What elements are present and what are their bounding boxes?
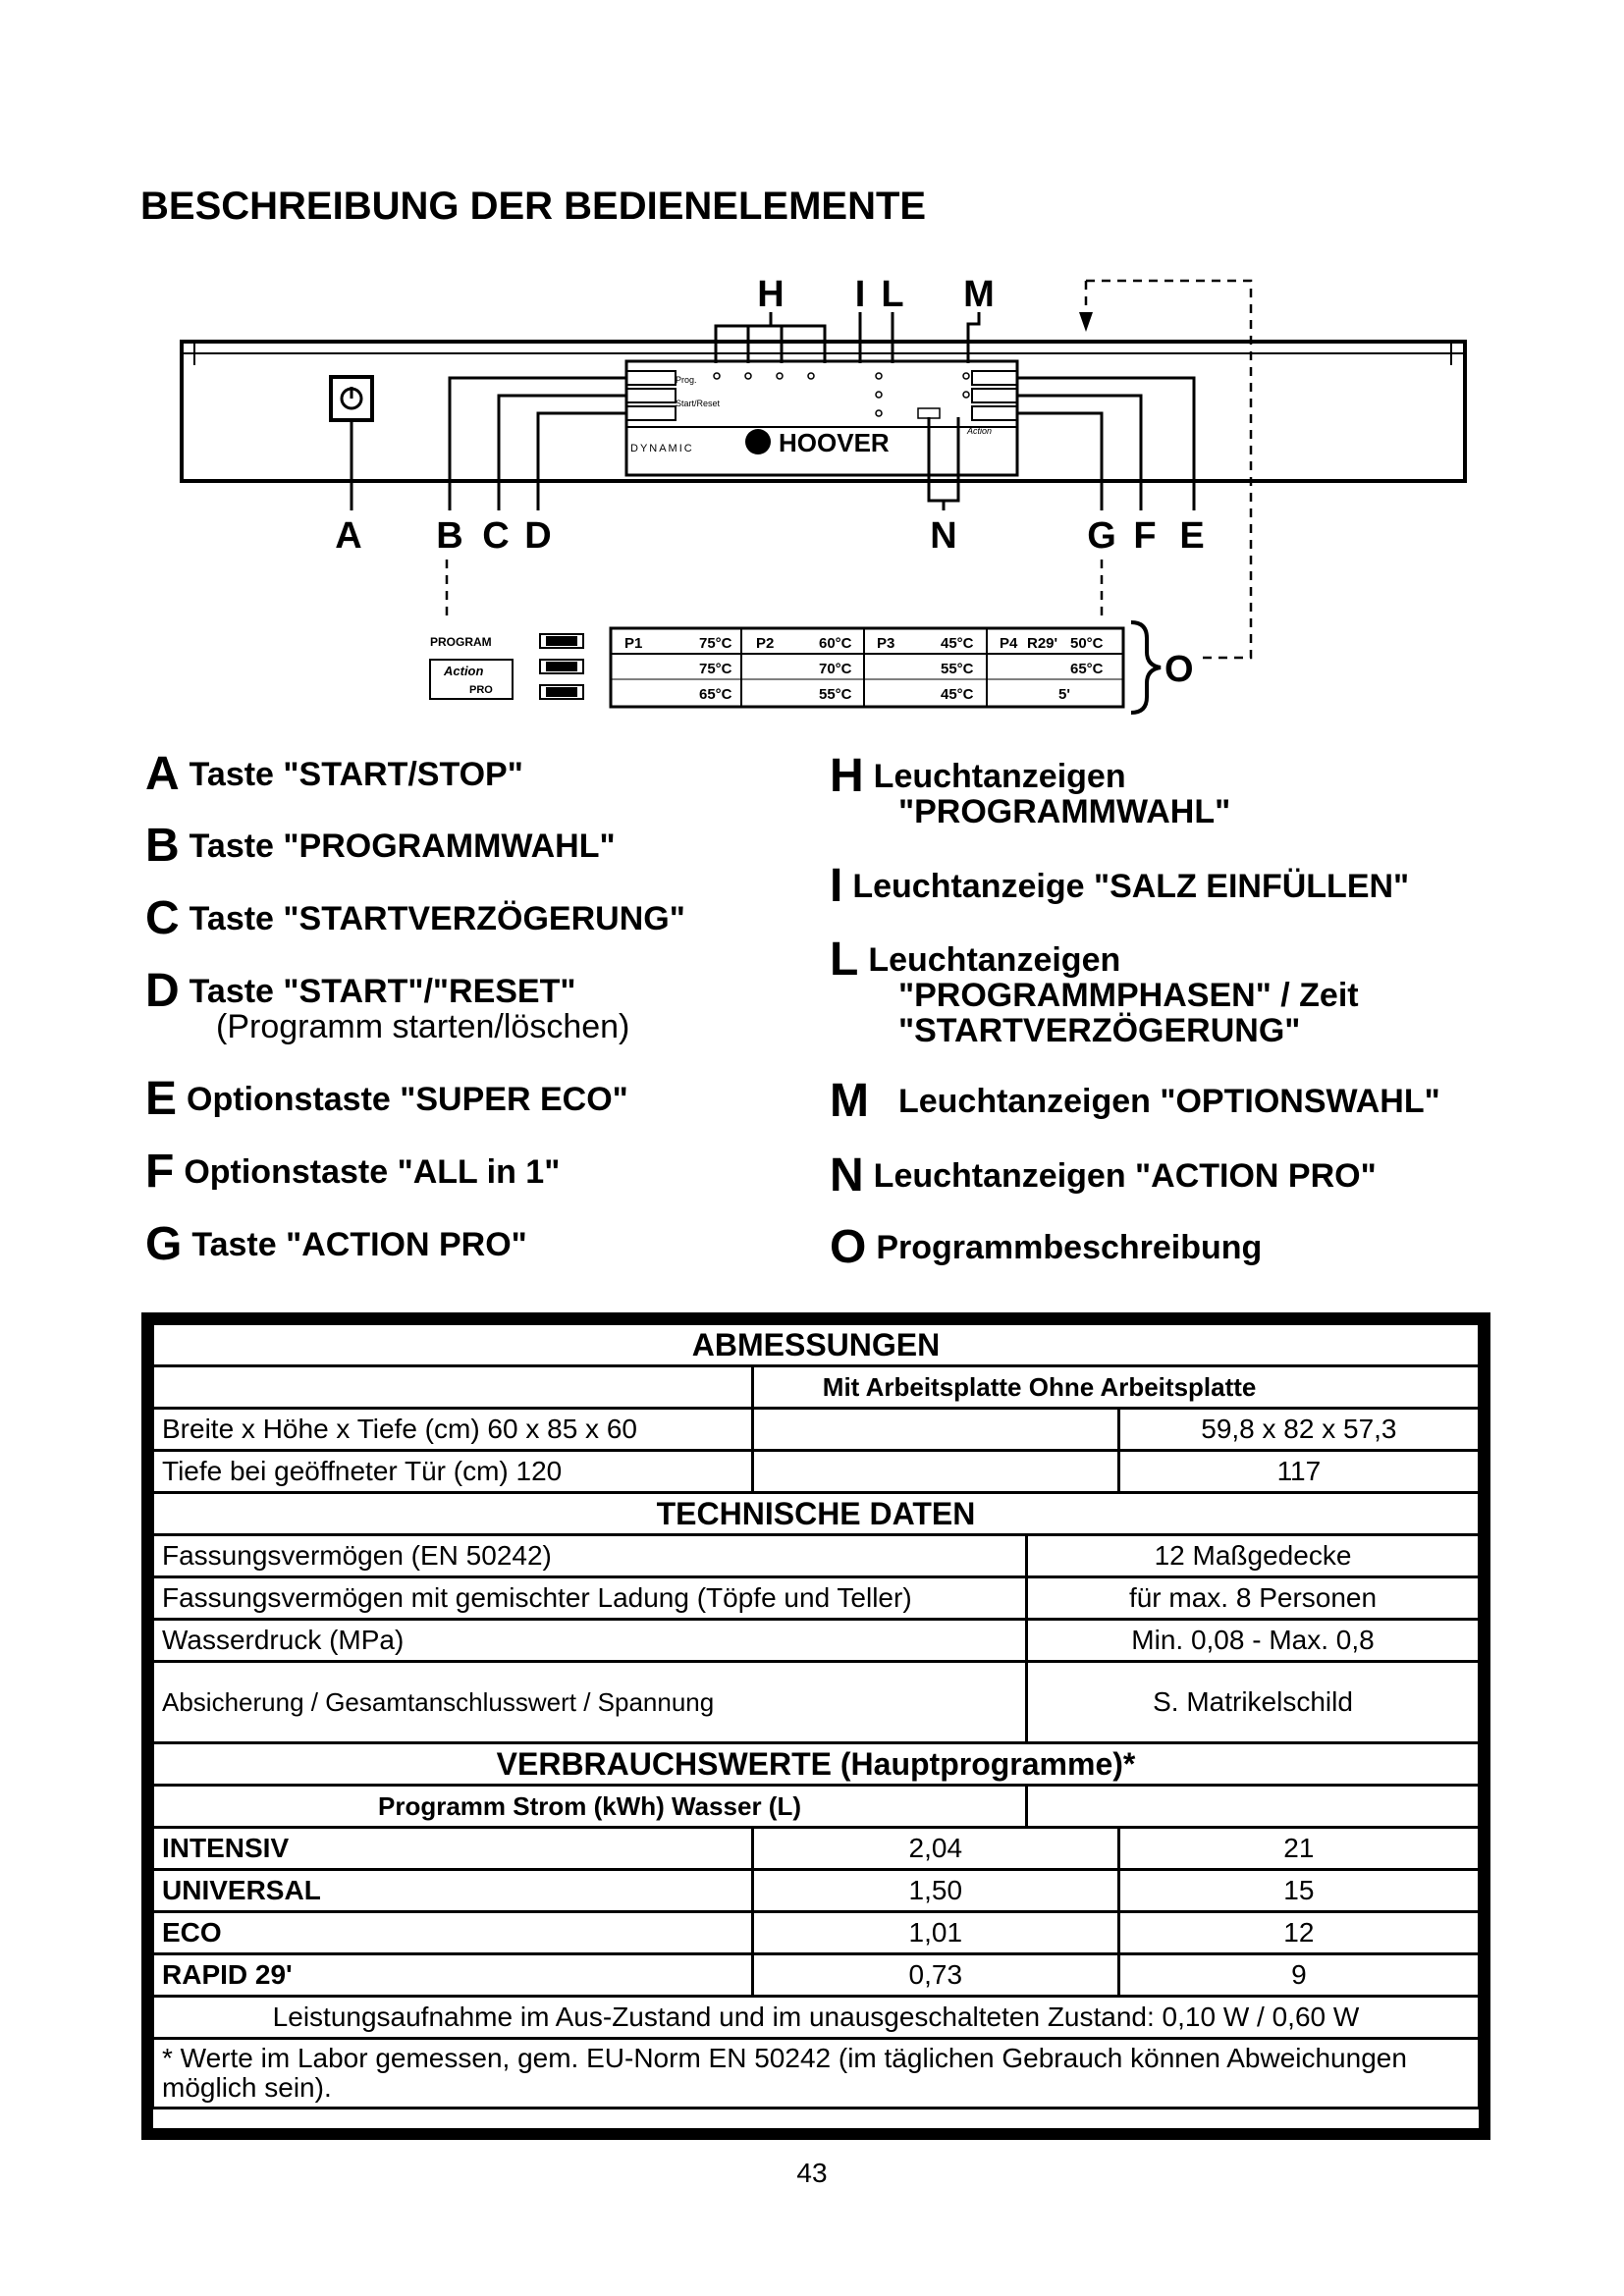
svg-text:50°C: 50°C [1070, 635, 1104, 652]
table-row: UNIVERSAL 1,50 15 [153, 1870, 1480, 1912]
legend-L: L Leuchtanzeigen "PROGRAMMPHASEN" / Zeit "STARTVERZÖGERUNG" [830, 934, 1359, 1049]
label-B: B [436, 515, 463, 557]
svg-text:60°C: 60°C [819, 635, 852, 652]
panel-prog-label: Prog. [676, 375, 697, 385]
panel-series: DYNAMIC [630, 443, 694, 454]
table-row: Wasserdruck (MPa) Min. 0,08 - Max. 0,8 [153, 1620, 1480, 1662]
table-row: RAPID 29' 0,73 9 [153, 1954, 1480, 1997]
page-title: BESCHREIBUNG DER BEDIENELEMENTE [140, 185, 927, 228]
table-row: Absicherung / Gesamtanschlusswert / Spannung S. Matrikelschild [153, 1662, 1480, 1743]
consumption-header: Programm Strom (kWh) Wasser (L) [153, 1786, 1027, 1828]
legend-O: O Programmbeschreibung [830, 1221, 1263, 1273]
legend-H: H Leuchtanzeigen "PROGRAMMWAHL" [830, 750, 1231, 830]
svg-text:R29': R29' [1027, 635, 1058, 652]
label-A: A [335, 515, 362, 557]
label-E: E [1179, 515, 1205, 557]
legend-C: C Taste "STARTVERZÖGERUNG" [145, 892, 685, 944]
table-row: Fassungsvermögen (EN 50242) 12 Maßgedecke [153, 1535, 1480, 1577]
svg-text:45°C: 45°C [941, 635, 974, 652]
svg-text:75°C: 75°C [699, 635, 732, 652]
label-M: M [963, 274, 995, 315]
dims-header: Mit Arbeitsplatte Ohne Arbeitsplatte [752, 1366, 1479, 1409]
label-D: D [524, 515, 552, 557]
svg-text:5': 5' [1058, 686, 1070, 703]
label-F: F [1133, 515, 1157, 557]
table-row: Tiefe bei geöffneter Tür (cm) 120 117 [153, 1451, 1480, 1493]
legend-B: B Taste "PROGRAMMWAHL" [145, 820, 616, 872]
svg-text:45°C: 45°C [941, 686, 974, 703]
label-G: G [1087, 515, 1116, 557]
svg-text:Action: Action [444, 664, 484, 678]
footnote: * Werte im Labor gemessen, gem. EU-Norm EN 50242 (im täglichen Gebrauch können Abweichungen möglich sein). [153, 2039, 1480, 2109]
dims-title: ABMESSUNGEN [153, 1324, 1480, 1366]
label-L: L [881, 274, 904, 315]
legend-F: F Optionstaste "ALL in 1" [145, 1146, 561, 1198]
svg-text:65°C: 65°C [1070, 661, 1104, 677]
program-label: PROGRAM [430, 635, 492, 649]
svg-text:55°C: 55°C [941, 661, 974, 677]
program-P4: P4 [1000, 635, 1018, 652]
program-P2: P2 [756, 635, 775, 652]
svg-text:70°C: 70°C [819, 661, 852, 677]
label-O: O [1164, 649, 1194, 690]
table-row: ECO 1,01 12 [153, 1912, 1480, 1954]
legend-N: N Leuchtanzeigen "ACTION PRO" [830, 1149, 1377, 1201]
page-number: 43 [796, 2158, 828, 2188]
label-C: C [482, 515, 510, 557]
hoover-logo-icon [745, 429, 771, 454]
legend-M: M Leuchtanzeigen "OPTIONSWAHL" [830, 1075, 1440, 1127]
table-row: Breite x Höhe x Tiefe (cm) 60 x 85 x 60 59,8 x 82 x 57,3 [153, 1409, 1480, 1451]
control-panel-diagram [0, 0, 1624, 746]
table-row: INTENSIV 2,04 21 [153, 1828, 1480, 1870]
consumption-title: VERBRAUCHSWERTE (Hauptprogramme)* [153, 1743, 1480, 1786]
standby-note: Leistungsaufnahme im Aus-Zustand und im unausgeschalteten Zustand: 0,10 W / 0,60 W [153, 1997, 1480, 2039]
legend-D: D Taste "START"/"RESET" (Programm starten/löschen) [145, 965, 630, 1045]
label-N: N [930, 515, 957, 557]
svg-text:PRO: PRO [469, 684, 493, 696]
legend-E: E Optionstaste "SUPER ECO" [145, 1073, 628, 1125]
label-I: I [854, 274, 866, 315]
label-H: H [757, 274, 785, 315]
panel-action-label: Action [967, 426, 993, 436]
program-P3: P3 [877, 635, 895, 652]
legend-G: G Taste "ACTION PRO" [145, 1218, 527, 1270]
program-P1: P1 [624, 635, 643, 652]
brand-label: HOOVER [779, 428, 890, 457]
specs-table [151, 1322, 1481, 2109]
panel-start-label: Start/Reset [676, 399, 721, 408]
svg-text:55°C: 55°C [819, 686, 852, 703]
tech-title: TECHNISCHE DATEN [153, 1493, 1480, 1535]
table-row: Fassungsvermögen mit gemischter Ladung (Töpfe und Teller) für max. 8 Personen [153, 1577, 1480, 1620]
svg-text:75°C: 75°C [699, 661, 732, 677]
legend-I: I Leuchtanzeige "SALZ EINFÜLLEN" [830, 860, 1410, 912]
legend-A: A Taste "START/STOP" [145, 748, 523, 800]
svg-text:65°C: 65°C [699, 686, 732, 703]
brace-icon [1131, 622, 1161, 713]
